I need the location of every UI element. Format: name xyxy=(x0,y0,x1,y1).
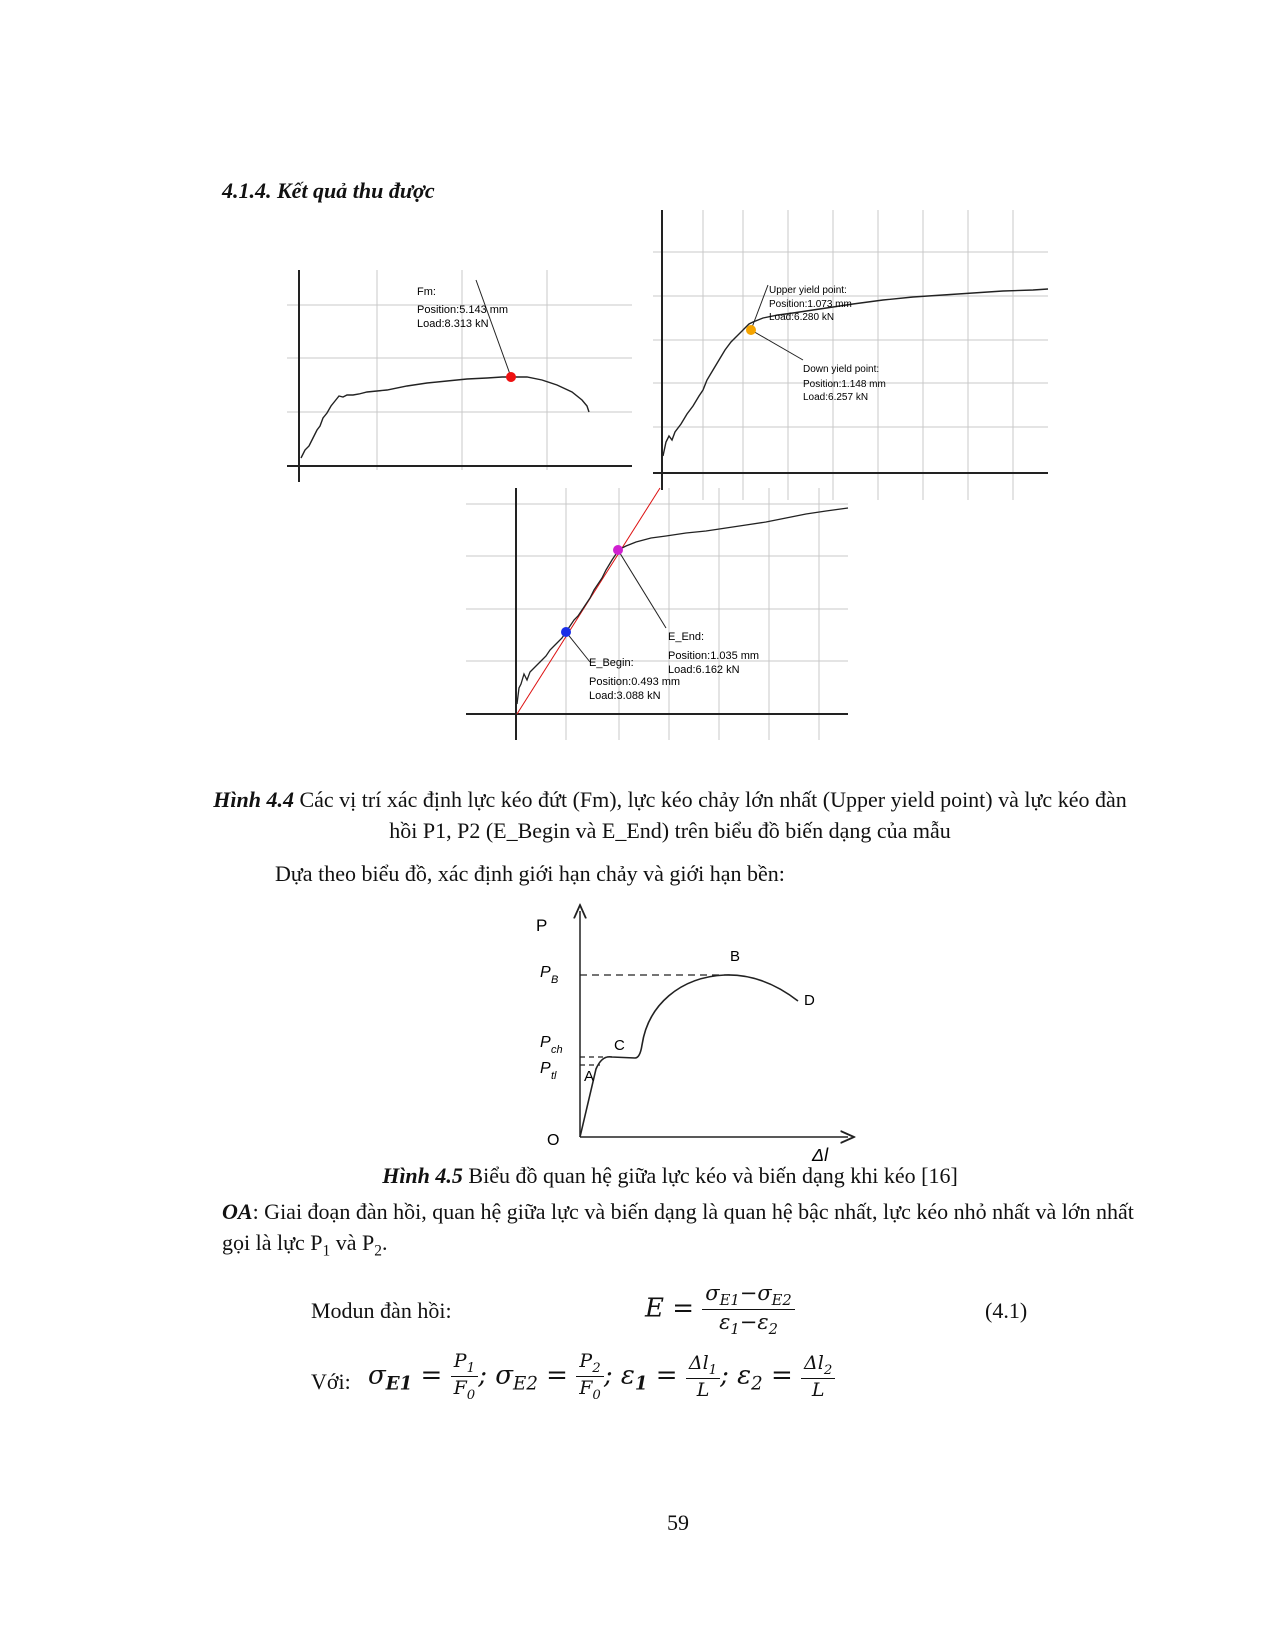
chart-yield xyxy=(653,210,1048,500)
e-begin-load: Load:3.088 kN xyxy=(589,690,661,702)
fm-label-title: Fm: xyxy=(417,286,436,298)
equation-number: (4.1) xyxy=(985,1298,1028,1323)
chart-elastic-end-leader xyxy=(618,550,666,628)
down-yield-position: Position:1.148 mm xyxy=(803,379,886,390)
chart-fm-marker xyxy=(506,372,516,382)
figure-4-5-label: Hình 4.5 xyxy=(382,1163,463,1188)
chart-fm xyxy=(287,270,632,482)
upper-yield-title: Upper yield point: xyxy=(769,285,847,296)
chart-elastic-begin-marker xyxy=(561,627,571,637)
e-end-load: Load:6.162 kN xyxy=(668,664,740,676)
chart-elastic-end-marker xyxy=(613,545,623,555)
down-yield-load: Load:6.257 kN xyxy=(803,392,869,403)
oa-sub-1: 1 xyxy=(322,1242,331,1260)
strain-stress-definitions: $\sigma_{E1}$ = $\frac{P_1}{F_0}$ ; $\sigma_{E2}$ = $\frac{P_2}{F_0}$ ; $\varepsilon_1$ = $\frac{\Delta l_1}{L}$ ; $\varepsilon_2$ = $\frac{\Delta l_2}{L}$ xyxy=(368,1350,835,1403)
oa-text-3: . xyxy=(381,1230,388,1255)
e-end-position: Position:1.035 mm xyxy=(668,650,760,662)
upper-yield-load: Load:6.280 kN xyxy=(769,312,835,323)
diagram-pch-label: P xyxy=(540,1034,551,1051)
diagram-point-c: C xyxy=(614,1037,625,1054)
oa-sub-2: 2 xyxy=(374,1242,382,1260)
diagram-point-a: A xyxy=(584,1068,595,1085)
chart-fm-grid xyxy=(287,270,632,470)
e-begin-title: E_Begin: xyxy=(589,657,634,669)
section-heading: 4.1.4. Kết quả thu được xyxy=(222,178,435,203)
chart-yield-down-leader xyxy=(751,330,803,360)
oa-text-1: : Giai đoạn đàn hồi, quan hệ giữa lực và biến dạng là quan hệ bậc nhất, lực kéo nhỏ nhất và lớn nhất gọi là lực P xyxy=(222,1199,1134,1255)
chart-fm-curve xyxy=(301,377,589,458)
diagram-curve xyxy=(580,975,798,1137)
page-number: 59 xyxy=(667,1510,689,1535)
intro-paragraph: Dựa theo biểu đồ, xác định giới hạn chảy và giới hạn bền: xyxy=(275,861,785,886)
modulus-equation: E = $\frac{\sigma_{E1}-\sigma_{E2}}{\varepsilon_1-\varepsilon_2}$ xyxy=(645,1281,795,1338)
diagram-pb-label: P xyxy=(540,964,551,981)
modulus-label: Modun đàn hồi: xyxy=(311,1298,452,1323)
down-yield-title: Down yield point: xyxy=(803,364,880,375)
diagram-origin-label: O xyxy=(547,1132,560,1149)
fm-label-position: Position:5.143 mm xyxy=(417,304,509,316)
diagram-ptl-label: P xyxy=(540,1060,551,1077)
diagram-point-b: B xyxy=(730,948,741,965)
chart-yield-marker xyxy=(746,325,756,335)
diagram-dl-label: Δl xyxy=(812,1145,829,1165)
chart-yield-grid xyxy=(653,210,1048,500)
with-label: Với: xyxy=(311,1369,351,1394)
figure-4-5-text: Biểu đồ quan hệ giữa lực kéo và biến dạng khi kéo [16] xyxy=(462,1163,958,1188)
diagram-pb-sub: B xyxy=(551,974,559,986)
diagram-p-label: P xyxy=(536,916,548,935)
figure-4-5-caption xyxy=(200,1160,1140,1191)
fm-label-load: Load:8.313 kN xyxy=(417,318,489,330)
oa-label: OA xyxy=(222,1199,253,1224)
oa-paragraph xyxy=(222,1196,1142,1266)
upper-yield-position: Position:1.073 mm xyxy=(769,299,852,310)
figure-4-4-label: Hình 4.4 xyxy=(213,787,294,812)
e-begin-position: Position:0.493 mm xyxy=(589,676,681,688)
diagram-point-d: D xyxy=(804,992,815,1009)
chart-elastic xyxy=(466,488,848,740)
figure-4-4-caption xyxy=(200,784,1140,846)
chart-elastic-begin-leader xyxy=(566,632,590,662)
diagram-pch-sub: ch xyxy=(551,1044,563,1056)
chart-yield-upper-leader xyxy=(751,285,768,330)
oa-text-2: và P xyxy=(330,1230,375,1255)
figure-4-4-text: Các vị trí xác định lực kéo đứt (Fm), lực kéo chảy lớn nhất (Upper yield point) và lực kéo đàn hồi P1, P2 (E_Begin và E_End) trên biểu đồ biến dạng của mẫu xyxy=(293,787,1127,843)
e-end-title: E_End: xyxy=(668,631,705,643)
figure-4-5-diagram xyxy=(536,905,870,1167)
diagram-ptl-sub: tl xyxy=(551,1070,557,1082)
